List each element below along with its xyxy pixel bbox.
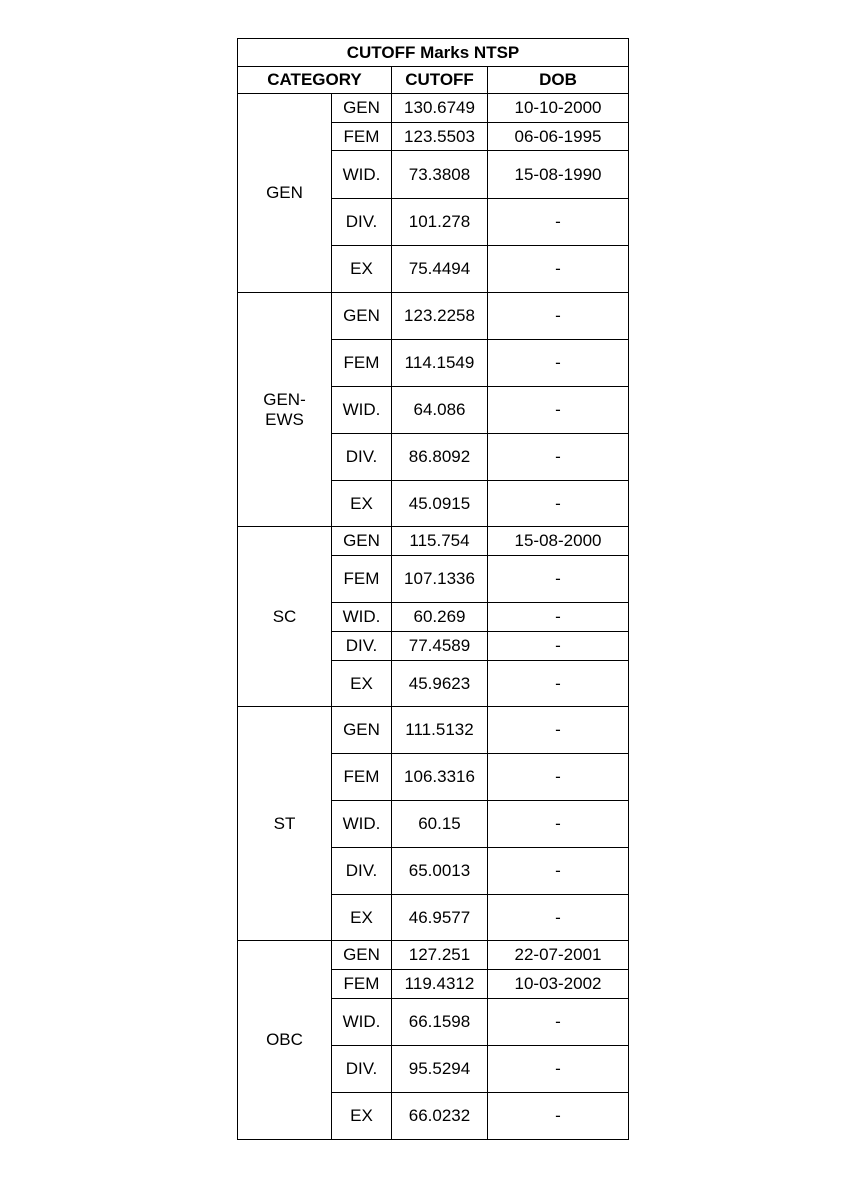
subcategory-cell: GEN bbox=[332, 527, 392, 556]
subcategory-cell: GEN bbox=[332, 941, 392, 970]
cutoff-cell: 130.6749 bbox=[392, 94, 488, 123]
dob-cell: - bbox=[488, 434, 629, 481]
cutoff-cell: 111.5132 bbox=[392, 707, 488, 754]
cutoff-table bbox=[237, 38, 629, 1140]
cutoff-cell: 46.9577 bbox=[392, 895, 488, 941]
header-dob: DOB bbox=[488, 67, 629, 94]
dob-cell: - bbox=[488, 387, 629, 434]
category-cell: GEN bbox=[238, 94, 332, 293]
table-row bbox=[238, 707, 629, 754]
subcategory-cell: FEM bbox=[332, 556, 392, 603]
category-cell: ST bbox=[238, 707, 332, 941]
cutoff-cell: 77.4589 bbox=[392, 632, 488, 661]
subcategory-cell: DIV. bbox=[332, 434, 392, 481]
cutoff-cell: 114.1549 bbox=[392, 340, 488, 387]
table-row bbox=[238, 293, 629, 340]
cutoff-cell: 123.5503 bbox=[392, 123, 488, 151]
subcategory-cell: WID. bbox=[332, 151, 392, 199]
dob-cell: 10-10-2000 bbox=[488, 94, 629, 123]
cutoff-cell: 127.251 bbox=[392, 941, 488, 970]
dob-cell: - bbox=[488, 999, 629, 1046]
dob-cell: - bbox=[488, 246, 629, 293]
title-row bbox=[238, 39, 629, 67]
subcategory-cell: FEM bbox=[332, 123, 392, 151]
dob-cell: - bbox=[488, 1046, 629, 1093]
cutoff-cell: 95.5294 bbox=[392, 1046, 488, 1093]
subcategory-cell: WID. bbox=[332, 801, 392, 848]
subcategory-cell: FEM bbox=[332, 754, 392, 801]
cutoff-cell: 45.0915 bbox=[392, 481, 488, 527]
dob-cell: 15-08-2000 bbox=[488, 527, 629, 556]
subcategory-cell: EX bbox=[332, 481, 392, 527]
subcategory-cell: DIV. bbox=[332, 632, 392, 661]
cutoff-cell: 73.3808 bbox=[392, 151, 488, 199]
dob-cell: - bbox=[488, 632, 629, 661]
subcategory-cell: WID. bbox=[332, 603, 392, 632]
subcategory-cell: FEM bbox=[332, 340, 392, 387]
cutoff-cell: 86.8092 bbox=[392, 434, 488, 481]
category-cell: GEN- EWS bbox=[238, 293, 332, 527]
table-row bbox=[238, 527, 629, 556]
subcategory-cell: WID. bbox=[332, 387, 392, 434]
cutoff-cell: 75.4494 bbox=[392, 246, 488, 293]
header-cutoff: CUTOFF bbox=[392, 67, 488, 94]
dob-cell: 22-07-2001 bbox=[488, 941, 629, 970]
subcategory-cell: EX bbox=[332, 895, 392, 941]
dob-cell: - bbox=[488, 293, 629, 340]
dob-cell: - bbox=[488, 754, 629, 801]
table-title: CUTOFF Marks NTSP bbox=[238, 39, 629, 67]
cutoff-cell: 115.754 bbox=[392, 527, 488, 556]
header-row bbox=[238, 67, 629, 94]
dob-cell: - bbox=[488, 801, 629, 848]
table-row bbox=[238, 94, 629, 123]
subcategory-cell: EX bbox=[332, 246, 392, 293]
subcategory-cell: FEM bbox=[332, 970, 392, 999]
cutoff-cell: 65.0013 bbox=[392, 848, 488, 895]
dob-cell: - bbox=[488, 340, 629, 387]
subcategory-cell: DIV. bbox=[332, 199, 392, 246]
subcategory-cell: DIV. bbox=[332, 848, 392, 895]
category-cell: OBC bbox=[238, 941, 332, 1140]
cutoff-cell: 119.4312 bbox=[392, 970, 488, 999]
cutoff-cell: 60.269 bbox=[392, 603, 488, 632]
table-row bbox=[238, 941, 629, 970]
subcategory-cell: DIV. bbox=[332, 1046, 392, 1093]
dob-cell: - bbox=[488, 556, 629, 603]
dob-cell: 10-03-2002 bbox=[488, 970, 629, 999]
category-cell: SC bbox=[238, 527, 332, 707]
subcategory-cell: WID. bbox=[332, 999, 392, 1046]
subcategory-cell: GEN bbox=[332, 293, 392, 340]
dob-cell: 15-08-1990 bbox=[488, 151, 629, 199]
cutoff-cell: 106.3316 bbox=[392, 754, 488, 801]
table-body bbox=[238, 39, 629, 1140]
dob-cell: - bbox=[488, 661, 629, 707]
cutoff-cell: 60.15 bbox=[392, 801, 488, 848]
dob-cell: - bbox=[488, 481, 629, 527]
cutoff-cell: 64.086 bbox=[392, 387, 488, 434]
dob-cell: - bbox=[488, 603, 629, 632]
cutoff-cell: 101.278 bbox=[392, 199, 488, 246]
cutoff-cell: 107.1336 bbox=[392, 556, 488, 603]
dob-cell: - bbox=[488, 199, 629, 246]
dob-cell: - bbox=[488, 1093, 629, 1140]
cutoff-cell: 66.1598 bbox=[392, 999, 488, 1046]
subcategory-cell: EX bbox=[332, 661, 392, 707]
cutoff-cell: 45.9623 bbox=[392, 661, 488, 707]
subcategory-cell: EX bbox=[332, 1093, 392, 1140]
subcategory-cell: GEN bbox=[332, 707, 392, 754]
dob-cell: - bbox=[488, 707, 629, 754]
cutoff-cell: 123.2258 bbox=[392, 293, 488, 340]
dob-cell: 06-06-1995 bbox=[488, 123, 629, 151]
dob-cell: - bbox=[488, 895, 629, 941]
header-category: CATEGORY bbox=[238, 67, 392, 94]
cutoff-cell: 66.0232 bbox=[392, 1093, 488, 1140]
subcategory-cell: GEN bbox=[332, 94, 392, 123]
dob-cell: - bbox=[488, 848, 629, 895]
